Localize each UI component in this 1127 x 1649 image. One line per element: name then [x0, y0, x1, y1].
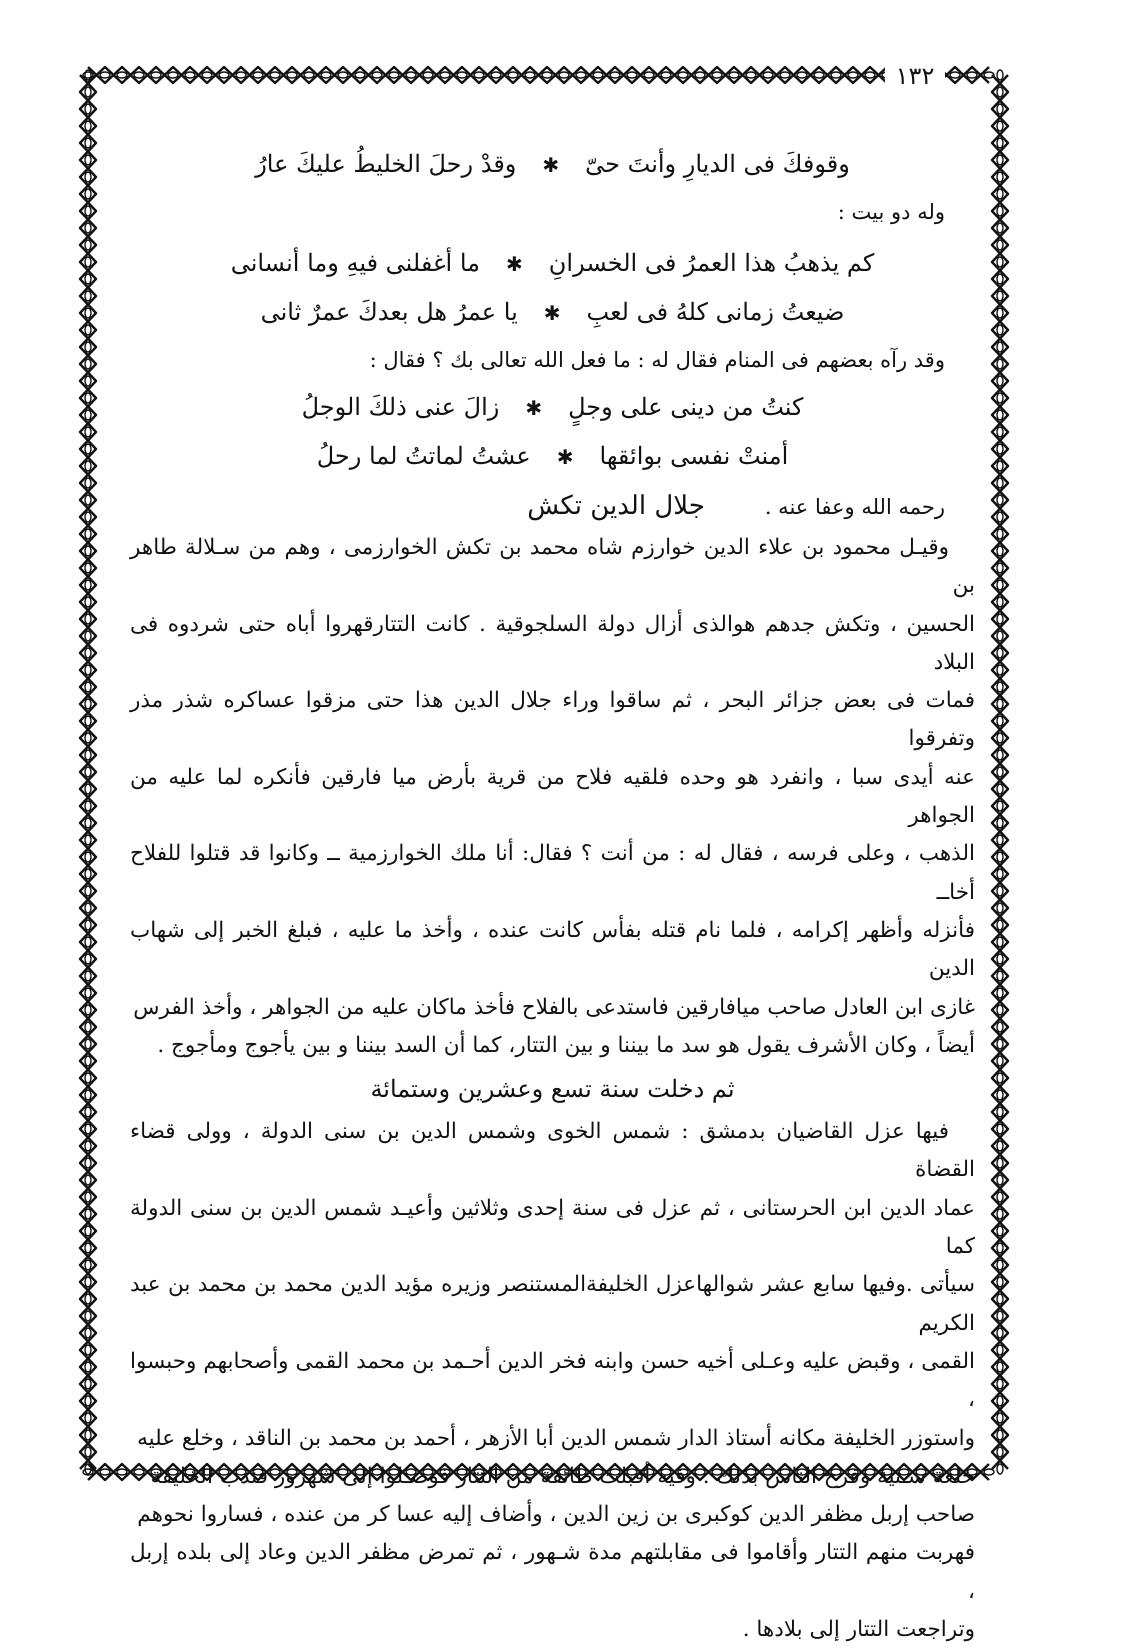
paragraph-line: الحسين ، وتكش جدهم هوالذى أزال دولة السلجوقية . كانت التتارقهروا أباه حتى شردوه فى البلاد [130, 611, 975, 675]
paragraph-line: وتراجعت التتار إلى بلادها . [742, 1617, 975, 1643]
paragraph-line: غازى ابن العادل صاحب ميافارقين فاستدعى بالفلاح فأخذ ماكان عليه من الجواهر ، وأخذ الفرس [133, 994, 975, 1020]
paragraph-line: فأنزله وأظهر إكرامه ، فلما نام قتله بفأس كانت عنده ، وأخذ ما عليه ، فبلغ الخبر إلى شهاب الدين [130, 917, 975, 982]
right-chain-border [992, 70, 1008, 1474]
poem-verse [130, 241, 975, 286]
poem-verse [130, 142, 975, 187]
hemistich-left: زالَ عنى ذلكَ الوجلُ [301, 393, 500, 421]
verse-separator-star: ✱ [543, 301, 561, 325]
hemistich-right: أمنتْ نفسى بوائقها [599, 442, 789, 470]
paragraph-line: فهربت منهم التتار وأقاموا فى مقابلتهم مدة شـهور ، ثم تمرض مظفر الدين وعاد إلى بلده إربل ، [130, 1540, 975, 1604]
poem-verse [130, 290, 975, 335]
closing-and-heading-row [130, 483, 945, 529]
hemistich-left: يا عمرُ هل بعدكَ عمرٌ ثانى [260, 298, 518, 326]
poem-verse [130, 385, 975, 430]
paragraph-line: خلعة سـنية وفرح الناس بذلك . وفيه أقبلت طائفة من التتار فوصـلوا إلى شهزور فندب الخليفة [150, 1463, 975, 1489]
paragraph-line: فيها عزل القاضيان بدمشق : شمس الخوى وشمس الدين بن سنى الدولة ، وولى قضاء القضاة [130, 1119, 975, 1183]
paragraph-line: أيضاً ، وكان الأشرف يقول هو سد ما بيننا و بين التتار، كما أن السد بيننا و بين يأجوج ومأجوج . [157, 1032, 975, 1058]
verse-separator-star: ✱ [556, 445, 574, 469]
hemistich-right: كم يذهبُ هذا العمرُ فى الخسرانِ [548, 249, 875, 277]
hemistich-right: كنتُ من دينى على وجلٍ [568, 393, 804, 421]
paragraph-line: وقيـل محمود بن علاء الدين خوارزم شاه محمد بن تكش الخوارزمى ، وهم من سـلالة طاهر بن [130, 535, 975, 599]
year-heading: ثم دخلت سنة تسع وعشرين وستمائة [370, 1075, 735, 1104]
paragraph-line: واستوزر الخليفة مكانه أستاذ الدار شمس الدين أبا الأزهر ، أحمد بن محمد بن الناقد ، وخلع عليه [137, 1425, 975, 1451]
poem-verse [130, 434, 975, 479]
paragraph-line: عنه أيدى سبا ، وانفرد هو وحده فلقيه فلاح من قرية بأرض ميا فارقين فأنكره لما عليه من الجواهر [130, 764, 975, 829]
verse-separator-star: ✱ [506, 252, 523, 276]
top-chain-border [83, 67, 994, 83]
hemistich-right: ضيعتُ زمانى كلهُ فى لعبِ [586, 298, 845, 326]
dobait-intro: وله دو بيت : [837, 200, 945, 224]
paragraph-year-629 [130, 1113, 975, 1649]
paragraph-line: عماد الدين ابن الحرستانى ، ثم عزل فى سنة إحدى وثلاثين وأعيـد شمس الدين بن سنى الدولة كما [130, 1195, 975, 1260]
hemistich-left: عشتُ لماتتُ لما رحلُ [316, 442, 531, 470]
paragraph-line: الذهب ، وعلى فرسه ، فقال له : من أنت ؟ فقال: أنا ملك الخوارزمية ــ وكانوا قد قتلوا للفلاح أخاــ [130, 841, 975, 905]
verse-separator-star: ✱ [542, 153, 560, 177]
hemistich-left: ما أغفلنى فيهِ وما أنسانى [230, 249, 481, 277]
closing-prayer: رحمه الله وعفا عنه . [764, 495, 945, 519]
verse-separator-star: ✱ [525, 396, 543, 420]
page-number: ١٣٢ [885, 60, 945, 92]
hemistich-right: وقوفكَ فى الديارِ وأنتَ حىّ [585, 150, 850, 178]
page-content [130, 120, 975, 1643]
left-chain-border [80, 70, 96, 1474]
section-heading: جلال الدين تكش [527, 491, 705, 521]
paragraph-line: فمات فى بعض جزائر البحر ، ثم ساقوا وراء جلال الدين هذا حتى مزقوا عساكره شذر مذر وتفرقوا [130, 688, 975, 752]
paragraph-line: صاحب إربل مظفر الدين كوكبرى بن زين الدين ، وأضاف إليه عسا كر من عنده ، فساروا نحوهم [137, 1502, 975, 1528]
dream-narration: وقد رآه بعضهم فى المنام فقال له : ما فعل الله تعالى بك ؟ فقال : [369, 348, 945, 372]
paragraph-line: القمى ، وقبض عليه وعـلى أخيه حسن وابنه فخر الدين أحـمد بن محمد القمى وأصحابهم وحبسوا ، [130, 1348, 975, 1413]
paragraph-jalal-al-din [130, 529, 975, 1065]
hemistich-left: وقدْ رحلَ الخليطُ عليكَ عارُ [255, 150, 517, 178]
paragraph-line: سيأتى .وفيها سابع عشر شوالهاعزل الخليفةالمستنصر وزيره مؤيد الدين محمد بن محمد بن عبد الكريم [130, 1272, 975, 1336]
